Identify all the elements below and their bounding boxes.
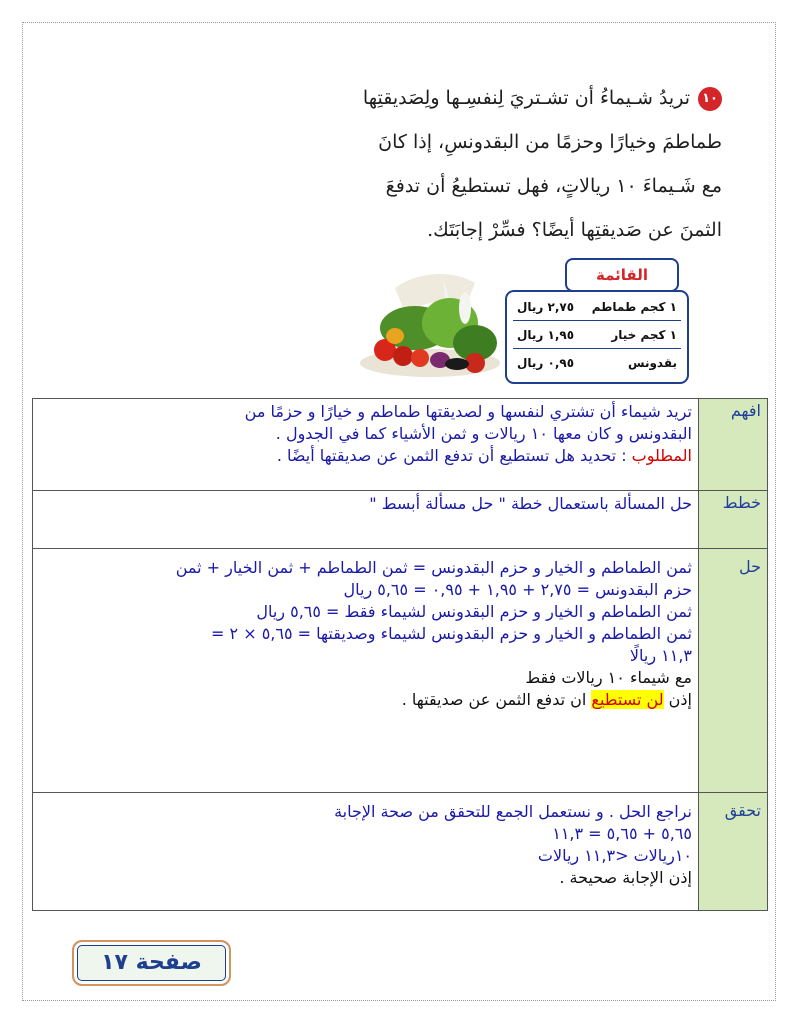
step-check-row [33, 793, 768, 911]
problem-line-3: مع شَـيماءَ ١٠ ريالاتٍ، فهل تستطيعُ أن تدفعَ [385, 175, 722, 197]
understand-line-1: تريد شيماء أن تشتري لنفسها و لصديقتها طماطم و خيارًا و حزمًا من [244, 402, 692, 421]
problem-text [162, 76, 722, 252]
required-label: المطلوب [631, 446, 692, 465]
menu-item [513, 350, 681, 376]
step-content-solve [33, 549, 699, 793]
step-solve-row [33, 549, 768, 793]
menu-item-price: ١,٩٥ ريال [517, 328, 575, 342]
check-line-4: إذن الإجابة صحيحة . [559, 868, 692, 887]
price-menu [505, 290, 689, 384]
solve-line-5: ١١,٣ ريالًا [629, 646, 692, 665]
step-understand-row [33, 399, 768, 491]
menu-title: القائمة [565, 258, 679, 292]
step-content-plan [33, 491, 699, 549]
menu-item [513, 294, 681, 321]
solve-line-3: ثمن الطماطم و الخيار و حزم البقدونس لشيماء فقط = ٥,٦٥ ريال [256, 602, 692, 621]
page-number-badge: صفحة ١٧ [72, 940, 231, 986]
understand-line-3 [39, 445, 692, 467]
solve-line-4: ثمن الطماطم و الخيار و حزم البقدونس لشيماء وصديقتها = ٥,٦٥ × ٢ = [211, 624, 692, 643]
solve-line-2: حزم البقدونس = ٢,٧٥ + ١,٩٥ + ٠,٩٥ = ٥,٦٥ ريال [343, 580, 692, 599]
understand-line-2: البقدونس و كان معها ١٠ ريالات و ثمن الأشياء كما في الجدول . [275, 424, 692, 443]
cannot-highlight: لن تستطيع [591, 690, 664, 709]
step-content-check [33, 793, 699, 911]
menu-item-price: ٠,٩٥ ريال [517, 356, 575, 370]
plan-text: حل المسألة باستعمال خطة " حل مسألة أبسط " [369, 494, 692, 513]
problem-line-2: طماطمَ وخيارًا وحزمًا من البقدونسِ، إذا كانَ [378, 131, 722, 153]
menu-item-name: ١ كجم طماطم [591, 300, 677, 314]
step-label-understand: افهم [699, 399, 768, 491]
step-label-check: تحقق [699, 793, 768, 911]
required-text: : تحديد هل تستطيع أن تدفع الثمن عن صديقتها أيضًا . [276, 446, 632, 465]
solve-line-1: ثمن الطماطم و الخيار و حزم البقدونس = ثمن الطماطم + ثمن الخيار + ثمن [175, 558, 692, 577]
problem-line-1: ١٠تريدُ شـيماءُ أن تشـتريَ لِنفسِـها ولِصَديقتِها [162, 76, 722, 120]
solution-table [32, 398, 768, 911]
menu-item-name: ١ كجم خيار [611, 328, 677, 342]
step-plan-row [33, 491, 768, 549]
step-label-solve: حل [699, 549, 768, 793]
solve-line-7: إذن لن تستطيع ان تدفع الثمن عن صديقتها . [401, 690, 692, 709]
step-content-understand [33, 399, 699, 491]
menu-item [513, 322, 681, 349]
check-line-3: ١٠ريالات <١١,٣ ريالات [537, 846, 692, 865]
solve-line-6: مع شيماء ١٠ ريالات فقط [525, 668, 692, 687]
problem-line-4: الثمنَ عن صَديقتِها أيضًا؟ فسِّرْ إجابَتَك. [427, 219, 722, 241]
menu-item-price: ٢,٧٥ ريال [517, 300, 575, 314]
step-label-plan: خطط [699, 491, 768, 549]
vegetables-image [355, 268, 505, 383]
menu-item-name: بقدونس [627, 356, 677, 370]
question-number-badge: ١٠ [698, 87, 722, 111]
check-line-2: ٥,٦٥ + ٥,٦٥ = ١١,٣ [552, 824, 692, 843]
check-line-1: نراجع الحل . و نستعمل الجمع للتحقق من صحة الإجابة [334, 802, 692, 821]
